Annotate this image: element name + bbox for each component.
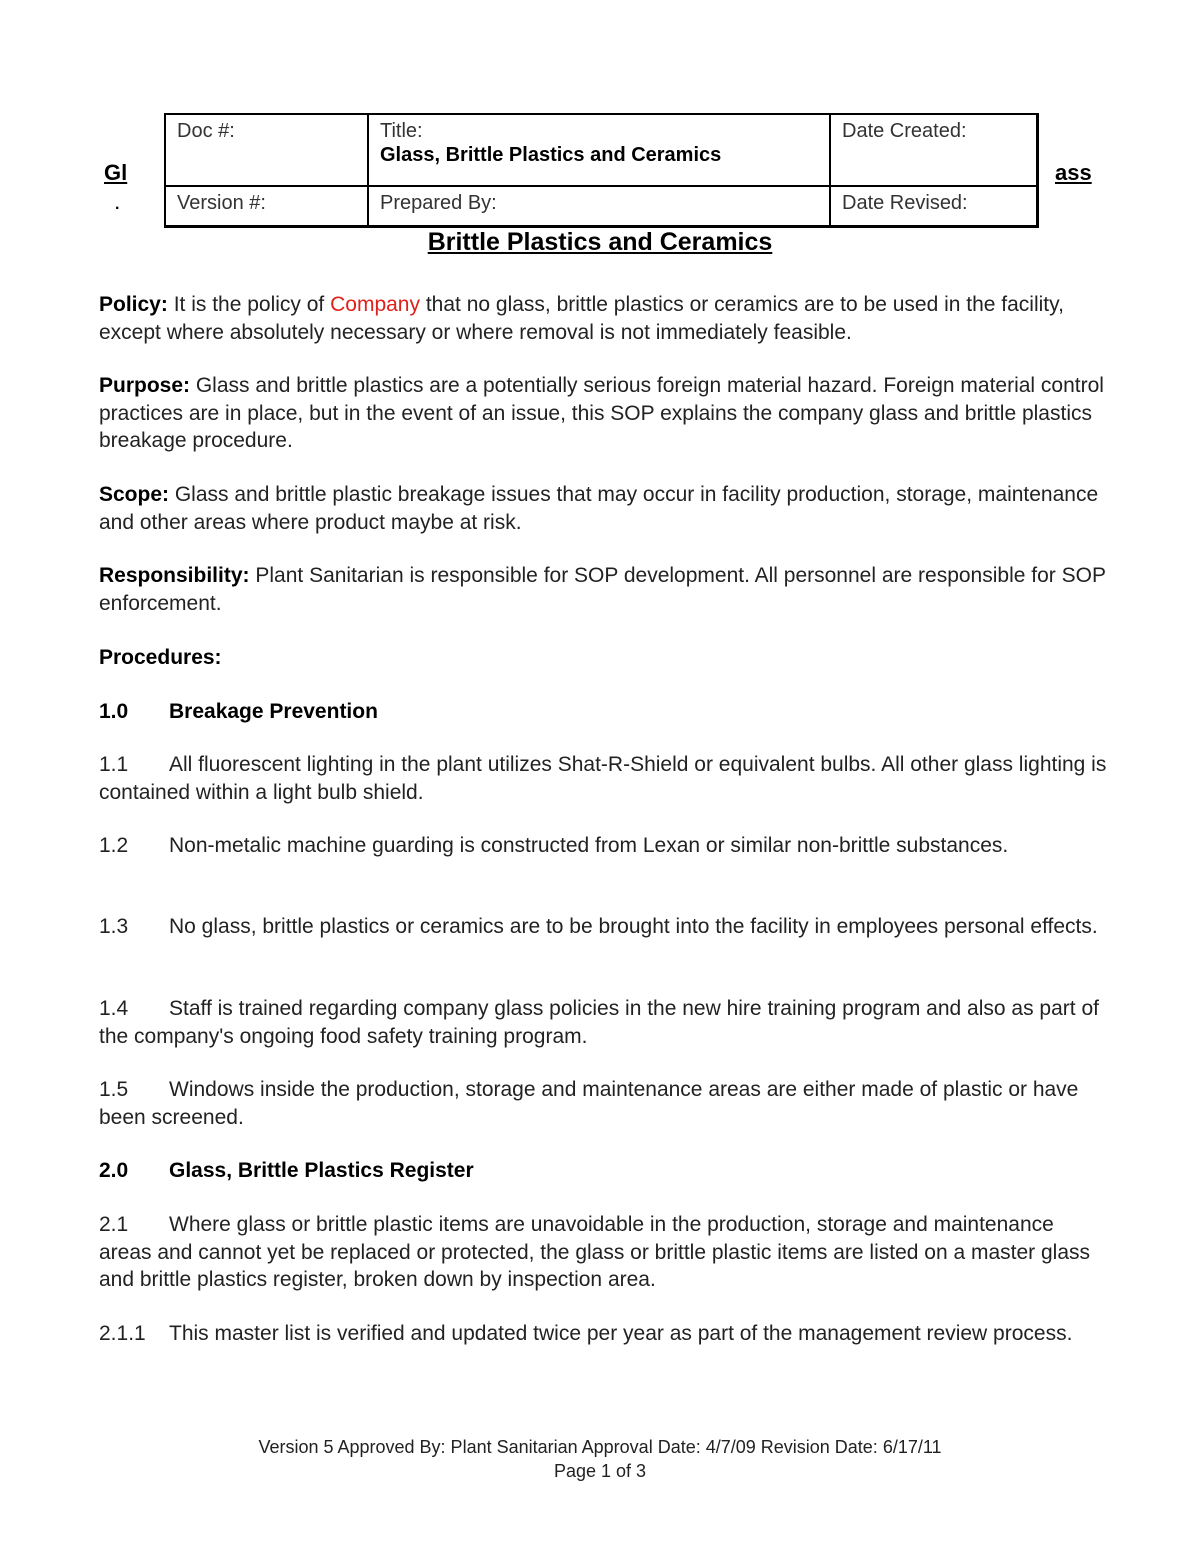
policy-label: Policy: — [99, 293, 168, 316]
item-number: 2.1 — [99, 1213, 129, 1236]
item-text: Where glass or brittle plastic items are unavoidable in the production, storage and maintenance areas and cannot yet be replaced or protected, the glass or brittle plastic items are listed on a master glass and brittle plastics register, broken down by inspection area. — [99, 1213, 1091, 1291]
version-label: Version #: — [177, 191, 266, 214]
responsibility-label: Responsibility: — [99, 564, 250, 587]
scope-paragraph — [99, 481, 1109, 536]
procedure-item — [99, 1320, 1109, 1348]
doc-number-cell — [165, 114, 368, 186]
procedure-item — [99, 1076, 1109, 1131]
procedure-item — [99, 995, 1109, 1050]
date-revised-cell — [830, 186, 1037, 227]
procedure-item — [99, 832, 1109, 860]
date-created-label: Date Created: — [842, 120, 967, 142]
section-heading — [99, 698, 1109, 726]
prepared-by-label: Prepared By: — [380, 191, 497, 214]
policy-text-after: that no glass, brittle plastics or ceramics are to be used in the facility, except where absolutely necessary or where removal is not immediately feasible. — [99, 293, 1064, 344]
doc-number-label: Doc #: — [177, 120, 235, 142]
company-placeholder: Company — [330, 293, 420, 316]
procedure-item — [99, 751, 1109, 806]
policy-paragraph — [99, 291, 1109, 346]
prepared-by-cell — [368, 186, 830, 227]
header-fragment-right: ass — [1055, 160, 1092, 185]
item-number: 1.2 — [99, 834, 129, 857]
purpose-label: Purpose: — [99, 374, 191, 397]
title-value: Glass, Brittle Plastics and Ceramics — [380, 144, 722, 167]
document-header-table — [164, 113, 1039, 228]
responsibility-paragraph — [99, 562, 1109, 617]
purpose-text: Glass and brittle plastics are a potentially serious foreign material hazard. Foreign material control practices are in place, but in the event of an issue, this SOP explains the company glass and brittle plastics breakage procedure. — [99, 374, 1104, 452]
item-text: All fluorescent lighting in the plant utilizes Shat-R-Shield or equivalent bulbs. All other glass lighting is contained within a light bulb shield. — [99, 753, 1107, 804]
date-revised-label: Date Revised: — [842, 191, 968, 214]
section-title: Glass, Brittle Plastics Register — [169, 1159, 474, 1182]
policy-text-before: It is the policy of — [167, 293, 331, 316]
procedures-heading: Procedures: — [99, 646, 222, 669]
item-text: Staff is trained regarding company glass policies in the new hire training program and also as part of the company's ongoing food safety training program. — [99, 997, 1099, 1048]
header-fragment-left-dot: . — [115, 196, 120, 213]
item-text: This master list is verified and updated twice per year as part of the management review process. — [169, 1322, 1073, 1345]
scope-label: Scope: — [99, 483, 170, 506]
item-number: 1.3 — [99, 915, 129, 938]
header-fragment-left: Gl — [104, 160, 128, 185]
responsibility-text: Plant Sanitarian is responsible for SOP development. All personnel are responsible for SOP enforcement. — [99, 564, 1106, 615]
purpose-paragraph — [99, 372, 1109, 455]
item-text: Windows inside the production, storage and maintenance areas are either made of plastic or have been screened. — [99, 1078, 1079, 1129]
section-heading — [99, 1157, 1109, 1185]
date-created-cell — [830, 114, 1037, 186]
title-label: Title: — [380, 120, 423, 142]
footer-page-number: Page 1 of 3 — [553, 1461, 647, 1481]
procedure-item — [99, 913, 1109, 941]
title-cell — [368, 114, 830, 186]
version-cell — [165, 186, 368, 227]
section-title: Breakage Prevention — [169, 700, 378, 723]
document-heading: Brittle Plastics and Ceramics — [427, 228, 773, 256]
item-number: 2.1.1 — [99, 1322, 146, 1345]
item-number: 1.1 — [99, 753, 129, 776]
item-text: Non-metalic machine guarding is constructed from Lexan or similar non-brittle substances. — [169, 834, 1009, 857]
section-number: 2.0 — [99, 1159, 129, 1182]
item-number: 1.4 — [99, 997, 129, 1020]
item-number: 1.5 — [99, 1078, 129, 1101]
section-number: 1.0 — [99, 700, 129, 723]
procedure-item — [99, 1211, 1109, 1294]
footer-approval-line: Version 5 Approved By: Plant Sanitarian Approval Date: 4/7/09 Revision Date: 6/17/11 — [258, 1437, 942, 1457]
item-text: No glass, brittle plastics or ceramics are to be brought into the facility in employees personal effects. — [169, 915, 1098, 938]
scope-text: Glass and brittle plastic breakage issues that may occur in facility production, storage, maintenance and other areas where product maybe at risk. — [99, 483, 1099, 534]
